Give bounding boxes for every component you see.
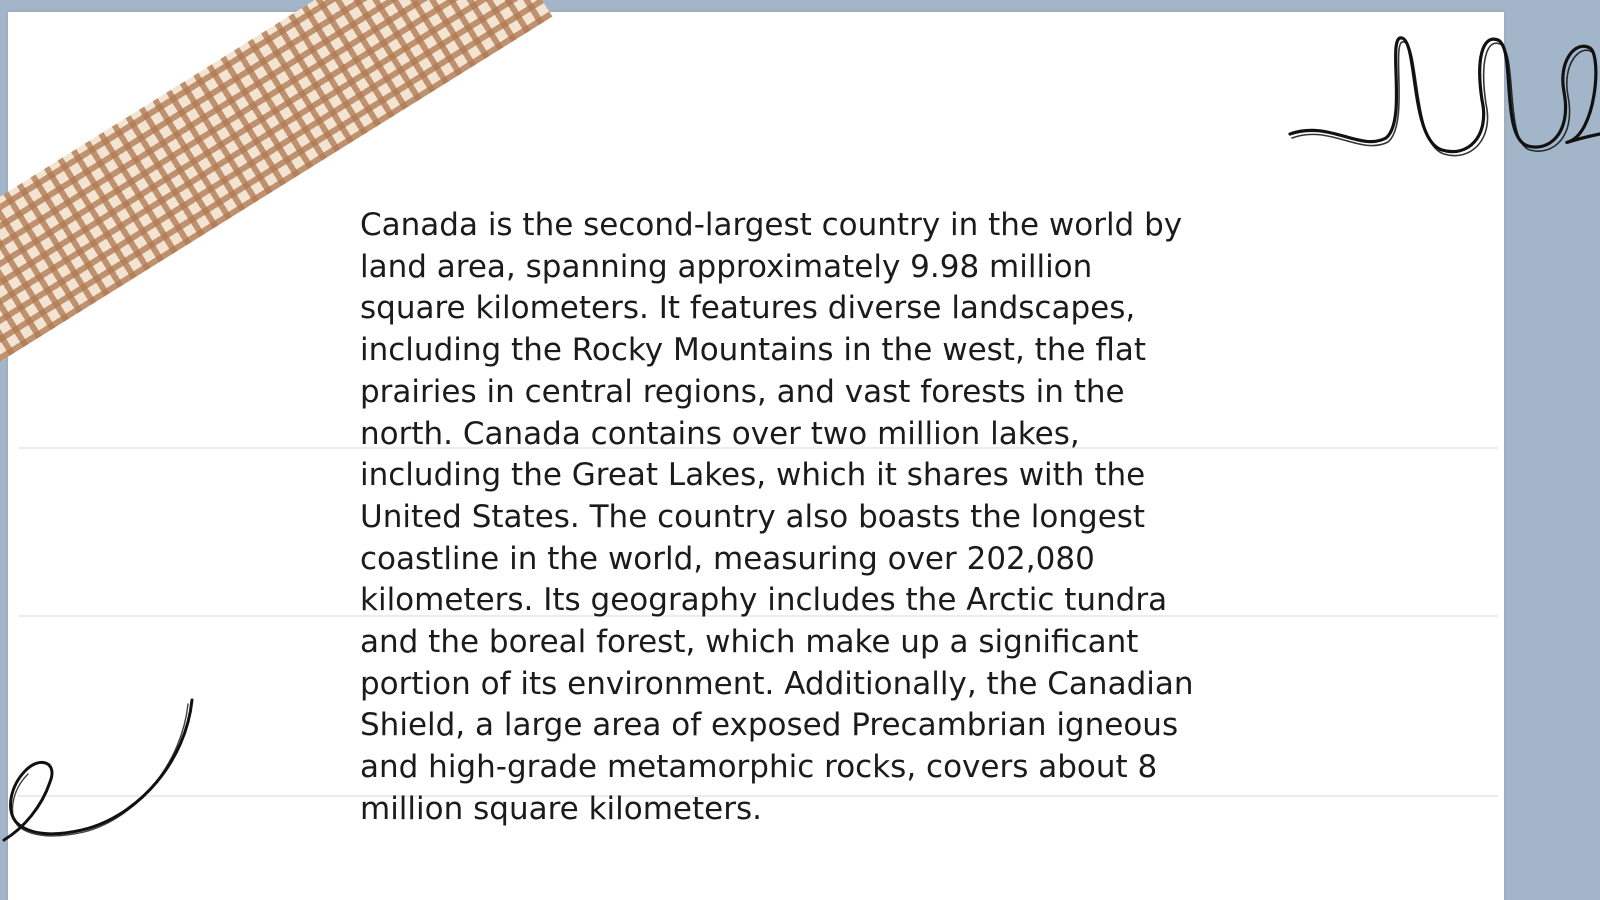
body-paragraph: Canada is the second-largest country in the world by land area, spanning approximately 9.98 million square kilometers. It features diverse landscapes, including the Rocky Mountains in the west, the flat prairies in central regions, and vast forests in the north. Canada contains over two million lakes, including the Great Lakes, which it shares with the United States. The country also boasts the longest coastline in the world, measuring over 202,080 kilometers. Its geography includes the Arctic tundra and the boreal forest, which make up a significant portion of its environment. Additionally, the Canadian Shield, a large area of exposed Precambrian igneous and high-grade metamorphic rocks, covers about 8 million square kilometers. — [360, 207, 1194, 827]
curl-swoosh-icon — [0, 690, 200, 850]
loop-scribble-icon — [1290, 30, 1600, 170]
